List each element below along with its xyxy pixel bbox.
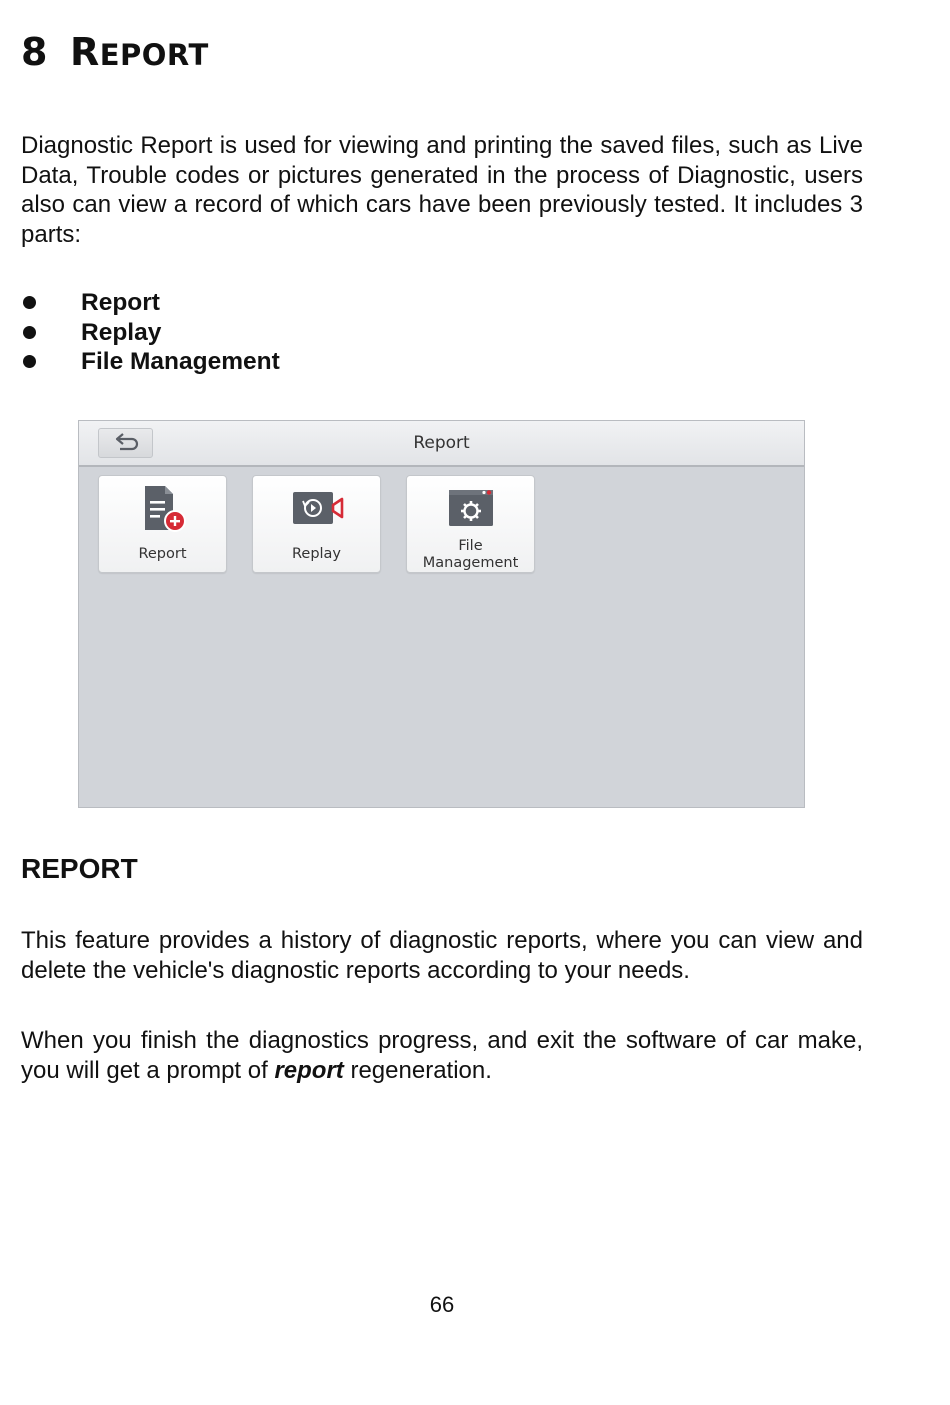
list-item	[21, 347, 280, 377]
replay-video-icon	[285, 484, 349, 536]
paragraph-text-after: regeneration.	[343, 1056, 492, 1084]
report-add-icon	[133, 484, 193, 536]
section-heading: REPORT	[21, 853, 138, 884]
replay-tile-button[interactable]	[252, 475, 381, 573]
list-item-label: Replay	[81, 318, 162, 346]
replay-tile-label: Replay	[291, 546, 342, 562]
chapter-number: 8	[21, 30, 48, 74]
paragraph-text-before: When you finish the diagnostics progress, and exit the software of car make, you will get a prompt of	[21, 1027, 863, 1084]
file-settings-icon	[441, 484, 501, 536]
bullet-icon	[23, 326, 36, 339]
section-paragraph-1: This feature provides a history of diagnostic reports, where you can view and delete the vehicle's diagnostic reports according to your needs.	[21, 927, 863, 984]
file-management-tile-label-line2: Management	[422, 555, 519, 571]
file-management-tile-label-line1: File	[458, 538, 483, 554]
report-emphasis: report	[274, 1056, 344, 1084]
list-item	[21, 288, 280, 318]
file-management-tile-label	[407, 538, 534, 572]
page-number: 66	[429, 1292, 455, 1317]
report-tile-button[interactable]	[98, 475, 227, 573]
chapter-title	[21, 30, 209, 74]
intro-paragraph: Diagnostic Report is used for viewing and printing the saved files, such as Live Data, Trouble codes or pictures generated in the process of Diagnostic, users also can view a record of which cars have been previously tested. It includes 3 parts:	[21, 132, 863, 248]
chapter-title-initial: R	[69, 30, 100, 74]
list-item-label: Report	[81, 289, 160, 316]
bullet-icon	[23, 355, 36, 368]
report-tile-label: Report	[138, 546, 187, 562]
report-screen	[78, 420, 805, 808]
screen-title-bar	[79, 421, 804, 467]
bullet-icon	[23, 296, 36, 309]
file-management-tile-button[interactable]	[406, 475, 535, 573]
section-paragraph-2	[21, 1026, 863, 1085]
list-item-label: File Management	[81, 348, 280, 375]
screen-title: Report	[413, 433, 470, 453]
list-item	[21, 318, 280, 348]
chapter-title-rest: EPORT	[99, 38, 209, 72]
parts-list	[21, 288, 280, 377]
